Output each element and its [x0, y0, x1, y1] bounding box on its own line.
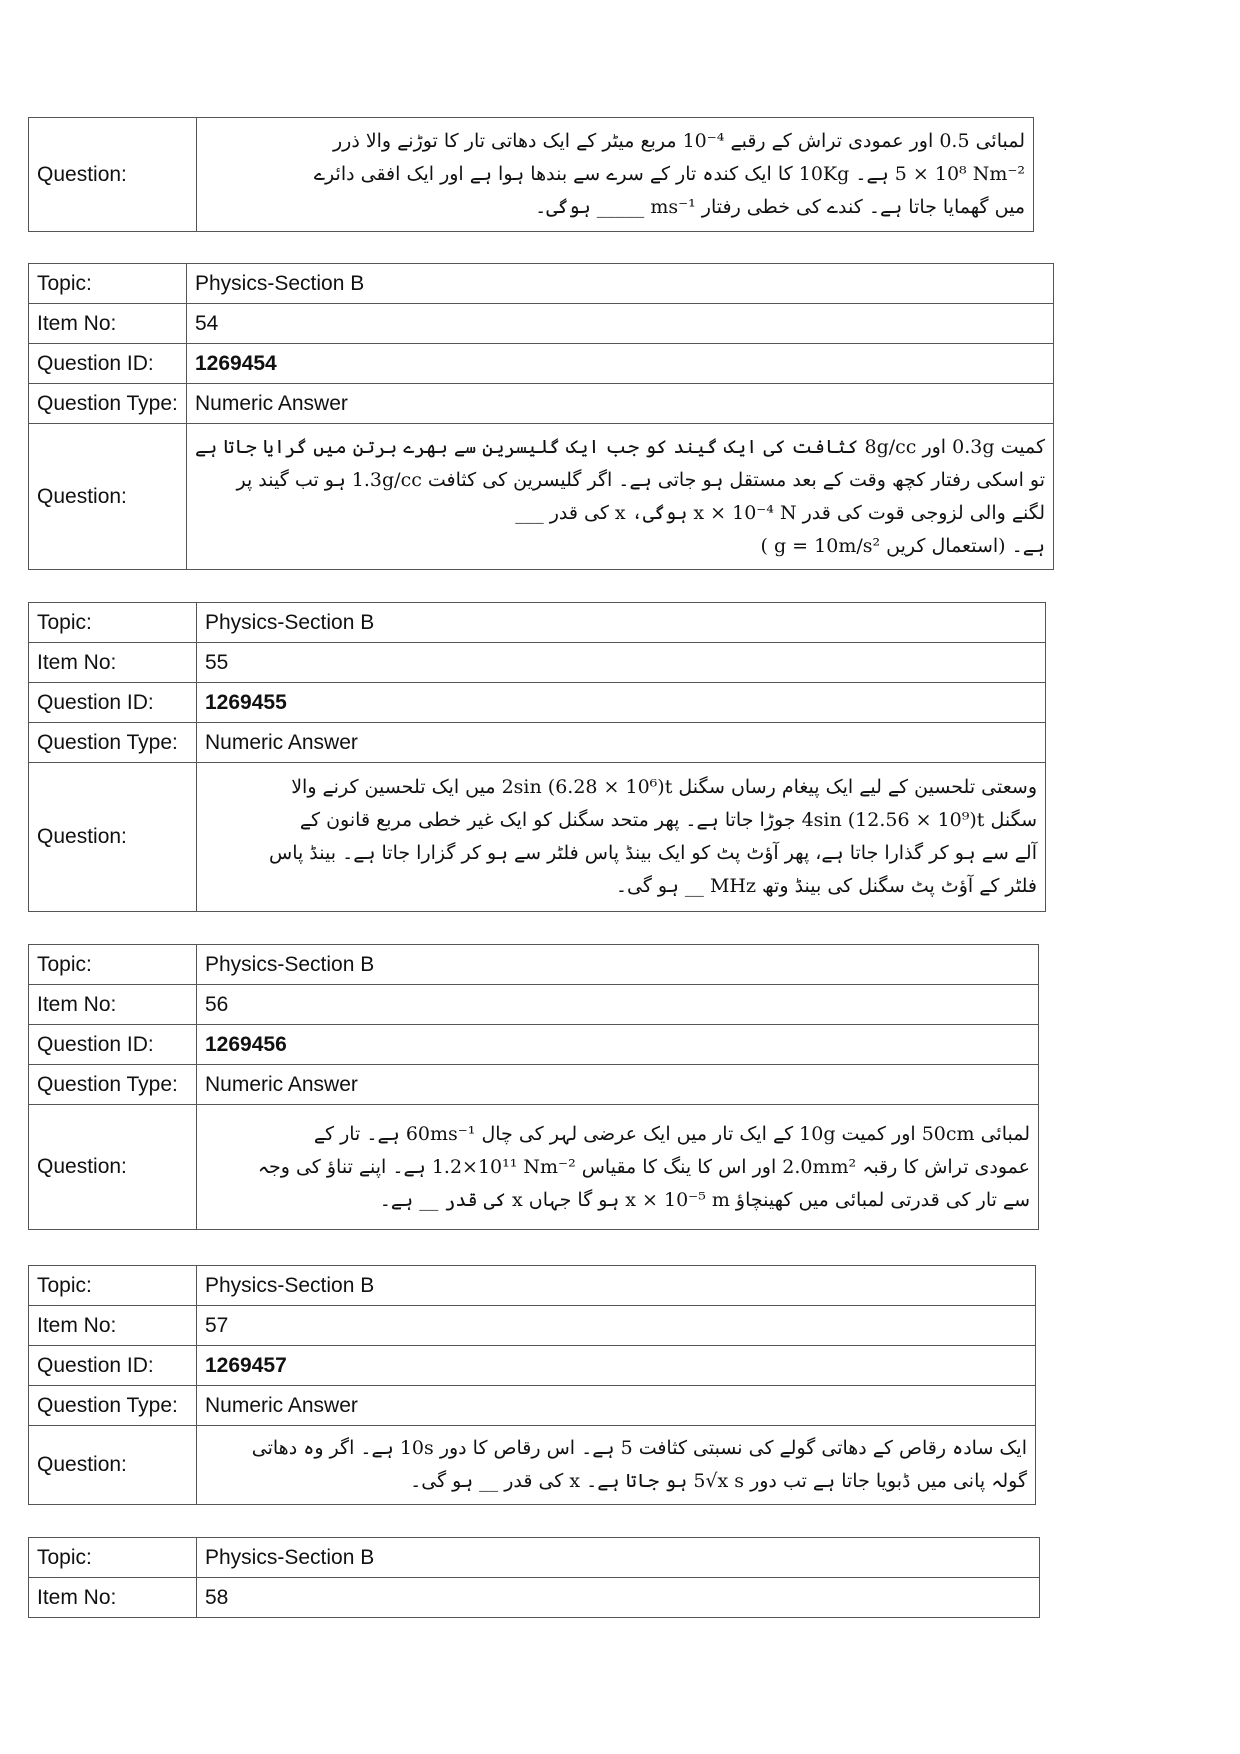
- question-id-value: 1269456: [197, 1025, 1039, 1065]
- question-line: سے تار کی قدرتی لمبائی میں کھینچاؤ ‎x × 10⁻⁵ m‎ ہو گا جہاں ‎x‎ کی قدر __ ہے۔: [379, 1188, 1030, 1211]
- question-id-label: Question ID:: [29, 344, 187, 384]
- question-line: لمبائی 0.5 اور عمودی تراش کے رقبے ‎10⁻⁴‎ مربع میٹر کے ایک دھاتی تار کا توڑنے والا ذرر: [332, 130, 1025, 152]
- question-label: Question:: [29, 1105, 197, 1230]
- question-line: عمودی تراش کا رقبہ ‎2.0mm²‎ اور اس کا ینگ کا مقیاس ‎1.2×10¹¹ Nm⁻²‎ ہے۔ اپنے تناؤ کی وجہ: [257, 1155, 1030, 1178]
- question-line: ایک سادہ رقاص کے دھاتی گولے کی نسبتی کثافت 5 ہے۔ اس رقاص کا دور ‎10s‎ ہے۔ اگر وہ دھاتی: [251, 1437, 1027, 1459]
- question-text: [186, 424, 1053, 570]
- question-line: وسعتی تلحسین کے لیے ایک پیغام رساں سگنل ‎2sin (6.28 × 10⁶)t‎ میں ایک تلحسین کرنے والا: [291, 776, 1037, 798]
- question-type-label: Question Type:: [29, 723, 197, 763]
- question-line: لگنے والی لزوجی قوت کی قدر ‎x × 10⁻⁴ N‎ ہوگی، ‎x‎ کی قدر ___: [515, 501, 1045, 524]
- question-id-label: Question ID:: [29, 683, 197, 723]
- question-line: لمبائی ‎50cm‎ اور کمیت ‎10g‎ کے ایک تار میں ایک عرضی لہر کی چال ‎60ms⁻¹‎ ہے۔ تار کے: [313, 1122, 1030, 1145]
- question-text: [197, 118, 1034, 232]
- topic-label: Topic:: [29, 1538, 197, 1578]
- question-id-label: Question ID:: [29, 1025, 197, 1065]
- topic-value: Physics-Section B: [197, 945, 1039, 985]
- question-text: [197, 1105, 1039, 1230]
- question-line: ‎5 × 10⁸ Nm⁻²‎ ہے۔ ‎10Kg‎ کا ایک کندہ تار کے سرے سے بندھا ہوا ہے اور ایک افقی دائرے: [313, 163, 1025, 185]
- question-type-value: Numeric Answer: [197, 723, 1046, 763]
- item-no-label: Item No:: [29, 1306, 197, 1346]
- item-no-value: 54: [186, 304, 1053, 344]
- item-no-label: Item No:: [29, 304, 187, 344]
- topic-value: Physics-Section B: [197, 1538, 1040, 1578]
- topic-value: Physics-Section B: [197, 603, 1046, 643]
- question-text: [197, 1426, 1036, 1505]
- question-id-value: 1269455: [197, 683, 1046, 723]
- question-line: فلٹر کے آؤٹ پٹ سگنل کی بینڈ وتھ ‎MHz‎ __ ہو گی۔: [615, 875, 1037, 897]
- question-text: [197, 763, 1046, 912]
- question-block-56: [28, 944, 1039, 1230]
- topic-label: Topic:: [29, 264, 187, 304]
- question-line: ہے۔ (استعمال کریں ‎g = 10m/s²‎ ): [760, 534, 1045, 557]
- question-type-value: Numeric Answer: [186, 384, 1053, 424]
- question-block-53: [28, 117, 1034, 232]
- question-line: تو اسکی رفتار کچھ وقت کے بعد مستقل ہو جاتی ہے۔ اگر گلیسرین کی کثافت ‎1.3g/cc‎ ہو تب گیند پر: [236, 468, 1045, 491]
- question-block-58: [28, 1537, 1040, 1618]
- question-line: گولہ پانی میں ڈبویا جاتا ہے تب دور ‎5√x s‎ ہو جاتا ہے۔ ‎x‎ کی قدر __ ہو گی۔: [410, 1470, 1027, 1492]
- topic-label: Topic:: [29, 945, 197, 985]
- question-block-55: [28, 602, 1046, 912]
- item-no-value: 55: [197, 643, 1046, 683]
- question-type-value: Numeric Answer: [197, 1065, 1039, 1105]
- item-no-label: Item No:: [29, 643, 197, 683]
- question-line: سگنل ‎4sin (12.56 × 10⁹)t‎ جوڑا جاتا ہے۔ پھر متحد سگنل کو ایک غیر خطی مربع قانون کے: [299, 809, 1037, 831]
- topic-label: Topic:: [29, 1266, 197, 1306]
- question-id-value: 1269457: [197, 1346, 1036, 1386]
- question-line: آلے سے ہو کر گذارا جاتا ہے، پھر آؤٹ پٹ کو ایک بینڈ پاس فلٹر سے ہو کر گزارا جاتا ہے۔ بینڈ پاس: [269, 842, 1037, 864]
- question-label: Question:: [29, 424, 187, 570]
- topic-value: Physics-Section B: [197, 1266, 1036, 1306]
- question-block-57: [28, 1265, 1036, 1505]
- question-type-label: Question Type:: [29, 1065, 197, 1105]
- question-type-value: Numeric Answer: [197, 1386, 1036, 1426]
- item-no-value: 57: [197, 1306, 1036, 1346]
- question-id-label: Question ID:: [29, 1346, 197, 1386]
- question-label: Question:: [29, 763, 197, 912]
- item-no-label: Item No:: [29, 985, 197, 1025]
- question-label: Question:: [29, 118, 197, 232]
- question-label: Question:: [29, 1426, 197, 1505]
- item-no-value: 56: [197, 985, 1039, 1025]
- topic-label: Topic:: [29, 603, 197, 643]
- question-id-value: 1269454: [186, 344, 1053, 384]
- question-type-label: Question Type:: [29, 1386, 197, 1426]
- topic-value: Physics-Section B: [186, 264, 1053, 304]
- question-line: کمیت ‎0.3g‎ اور ‎8g/cc‎ کثافت کی ایک گیند کو جب ایک گلیسرین سے بھرے برتن میں گرایا جاتا ہے: [194, 435, 1045, 458]
- item-no-label: Item No:: [29, 1578, 197, 1618]
- question-type-label: Question Type:: [29, 384, 187, 424]
- question-block-54: [28, 263, 1054, 570]
- item-no-value: 58: [197, 1578, 1040, 1618]
- question-line: میں گھمایا جاتا ہے۔ کندے کی خطی رفتار ‎ms⁻¹‎ _____ ہوگی۔: [535, 196, 1025, 218]
